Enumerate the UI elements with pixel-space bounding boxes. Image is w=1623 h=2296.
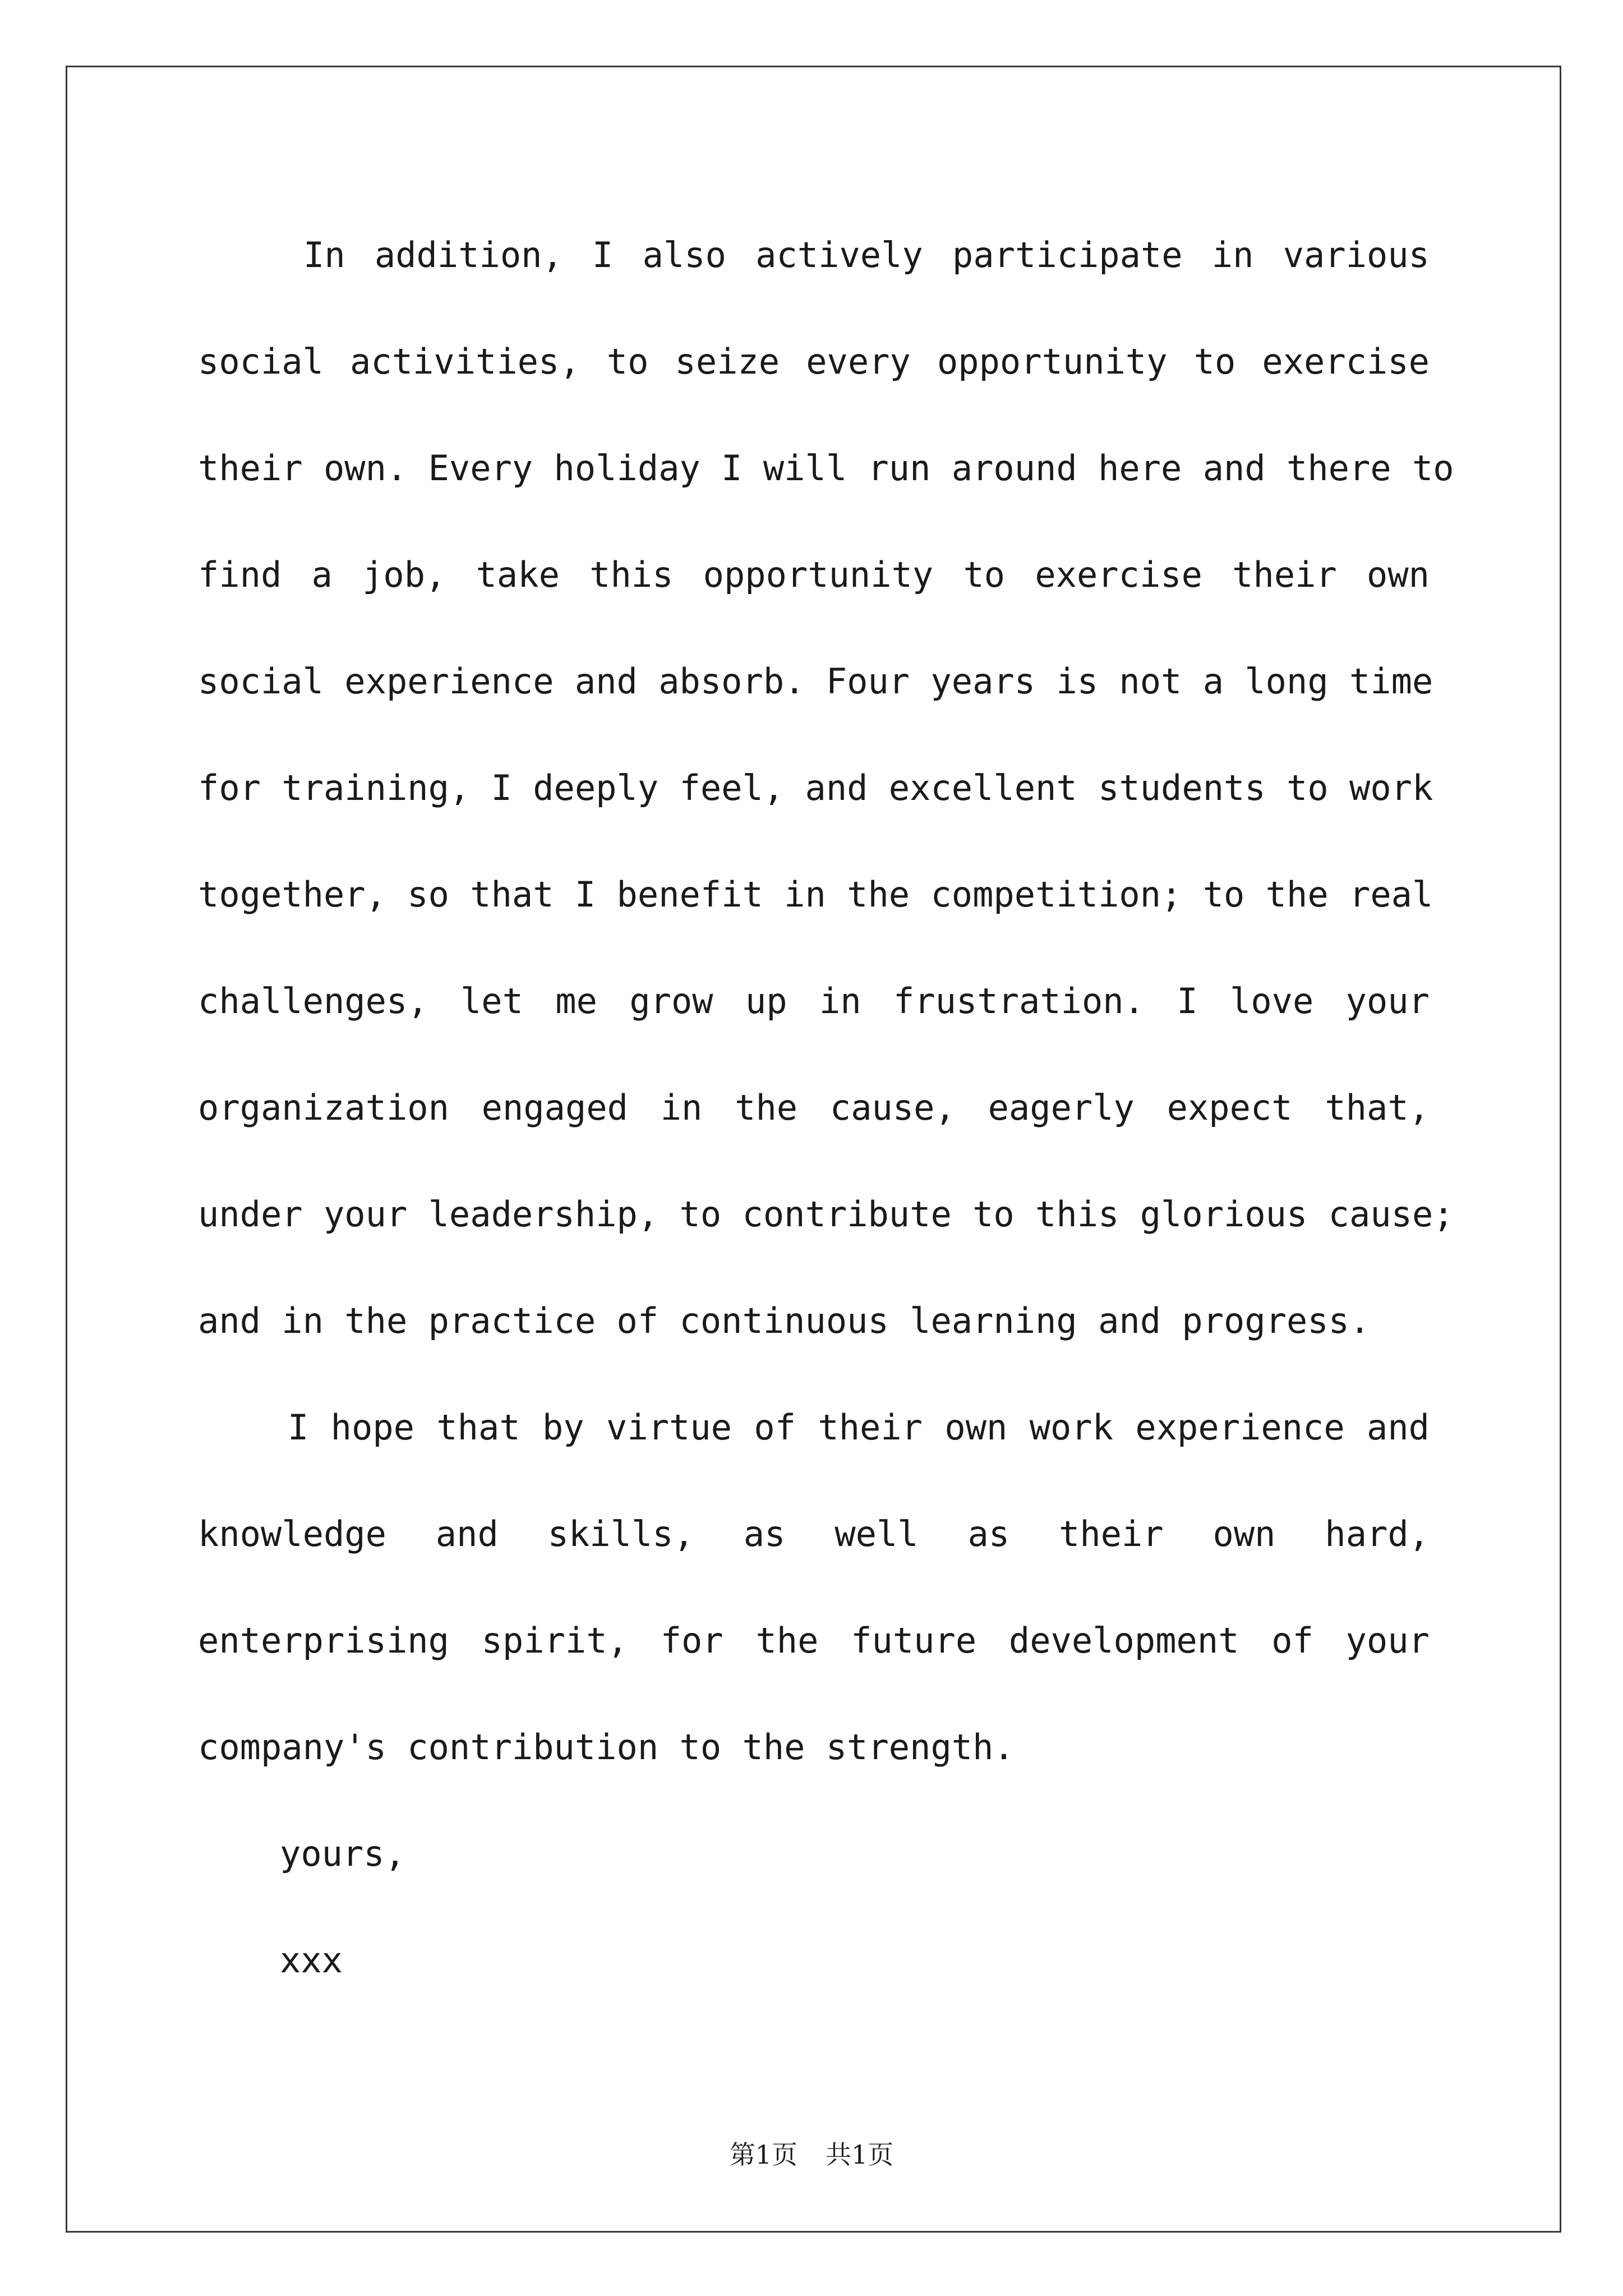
paragraph-1-line: and in the practice of continuous learning and progress. bbox=[198, 1300, 1371, 1341]
signature: xxx bbox=[280, 1940, 343, 1981]
page-total: 共1页 bbox=[826, 2139, 894, 2170]
paragraph-1-line: In addition, I also actively participate in various bbox=[303, 234, 1430, 275]
paragraph-2-line: enterprising spirit, for the future development of your bbox=[198, 1620, 1430, 1661]
paragraph-1-line: together, so that I benefit in the competition; to the real bbox=[198, 874, 1433, 915]
paragraph-1-line: find a job, take this opportunity to exercise their own bbox=[198, 554, 1430, 595]
paragraph-1-line: organization engaged in the cause, eagerly expect that, bbox=[198, 1087, 1430, 1128]
paragraph-1-line: social activities, to seize every opportunity to exercise bbox=[198, 341, 1430, 382]
page-number: 第1页 bbox=[729, 2139, 797, 2170]
paragraph-2-line: company's contribution to the strength. bbox=[198, 1727, 1015, 1768]
document-body bbox=[198, 202, 1454, 2014]
closing-salutation: yours, bbox=[280, 1833, 405, 1874]
paragraph-2-line: knowledge and skills, as well as their own hard, bbox=[198, 1513, 1430, 1554]
paragraph-1-line: their own. Every holiday I will run around here and there to bbox=[198, 448, 1454, 489]
paragraph-2-line: I hope that by virtue of their own work experience and bbox=[288, 1407, 1430, 1448]
paragraph-1-line: social experience and absorb. Four years is not a long time bbox=[198, 661, 1433, 702]
paragraph-1-line: for training, I deeply feel, and excellent students to work bbox=[198, 767, 1433, 808]
paragraph-1-line: under your leadership, to contribute to this glorious cause; bbox=[198, 1194, 1454, 1235]
page-footer bbox=[0, 2134, 1623, 2171]
paragraph-1-line: challenges, let me grow up in frustration. I love your bbox=[198, 981, 1430, 1022]
